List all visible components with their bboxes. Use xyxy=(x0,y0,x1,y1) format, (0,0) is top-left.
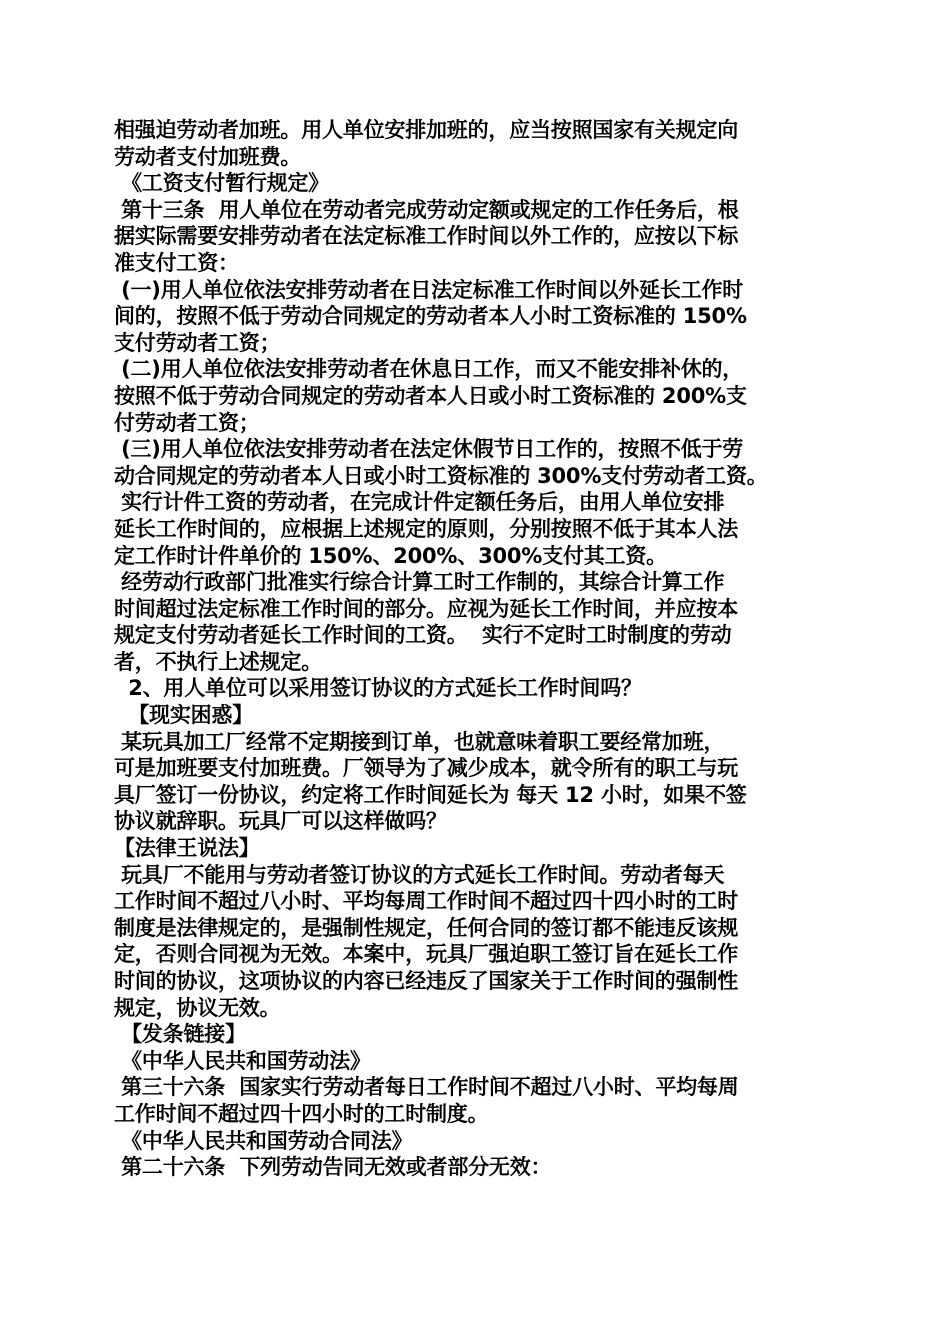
text-line: 第十三条 用人单位在劳动者完成劳动定额或规定的工作任务后，根 xyxy=(114,197,739,222)
text-line: 时间超过法定标准工作时间的部分。应视为延长工作时间，并应按本 xyxy=(114,596,738,621)
text-line: 定工作时计件单价的 150%、200%、300%支付其工资。 xyxy=(114,543,667,568)
text-line: 劳动者支付加班费。 xyxy=(114,144,302,169)
text-line: 《中华人民共和国劳动合同法》 xyxy=(114,1128,413,1153)
text-line: 据实际需要安排劳动者在法定标准工作时间以外工作的，应按以下标 xyxy=(114,224,738,249)
text-line: (三)用人单位依法安排劳动者在法定休假节日工作的，按照不低于劳 xyxy=(114,437,744,462)
text-line: 2、用人单位可以采用签订协议的方式延长工作时间吗？ xyxy=(114,676,642,701)
text-line: 可是加班要支付加班费。厂领导为了减少成本，就令所有的职工与玩 xyxy=(114,756,738,781)
text-line: 第三十六条 国家实行劳动者每日工作时间不超过八小时、平均每周 xyxy=(114,1075,739,1100)
text-line: 规定支付劳动者延长工作时间的工资。 实行不定时工时制度的劳动 xyxy=(114,623,732,648)
text-line: (一)用人单位依法安排劳动者在日法定标准工作时间以外延长工作时 xyxy=(114,277,744,302)
text-line: 规定，协议无效。 xyxy=(114,995,281,1020)
text-line: 时间的协议，这项协议的内容已经违反了国家关于工作时间的强制性 xyxy=(114,969,738,993)
text-line: 支付劳动者工资； xyxy=(114,330,281,355)
text-line: 协议就辞职。玩具厂可以这样做吗？ xyxy=(114,809,447,834)
text-line: 第二十六条 下列劳动告同无效或者部分无效： xyxy=(114,1155,552,1180)
text-line: 准支付工资： xyxy=(114,250,239,275)
text-line: 按照不低于劳动合同规定的劳动者本人日或小时工资标准的 200%支 xyxy=(114,383,747,408)
text-line: 制度是法律规定的，是强制性规定，任何合同的签订都不能违反该规 xyxy=(114,915,738,940)
text-line: 工作时间不超过四十四小时的工时制度。 xyxy=(114,1101,489,1126)
text-line: 实行计件工资的劳动者，在完成计件定额任务后，由用人单位安排 xyxy=(114,490,725,515)
text-line: 间的，按照不低于劳动合同规定的劳动者本人小时工资标准的 150% xyxy=(114,304,747,329)
text-line: 相强迫劳动者加班。用人单位安排加班的，应当按照国家有关规定向 xyxy=(114,118,738,142)
text-line: 【发条链接】 xyxy=(114,1022,246,1047)
text-line: 工作时间不超过八小时、平均每周工作时间不超过四十四小时的工时 xyxy=(114,889,738,914)
text-line: 定，否则合同视为无效。本案中，玩具厂强迫职工签订旨在延长工作 xyxy=(114,942,738,967)
text-line: 者，不执行上述规定。 xyxy=(114,649,322,674)
text-line: 《中华人民共和国劳动法》 xyxy=(114,1048,371,1073)
text-line: 延长工作时间的，应根据上述规定的原则，分别按照不低于其本人法 xyxy=(114,516,738,541)
text-line: 经劳动行政部门批准实行综合计算工时工作制的，其综合计算工作 xyxy=(114,570,725,595)
text-line: 【法律王说法】 xyxy=(114,836,260,861)
text-line: 玩具厂不能用与劳动者签订协议的方式延长工作时间。劳动者每天 xyxy=(114,862,725,887)
text-line: 【现实困惑】 xyxy=(114,703,254,728)
text-line: 付劳动者工资； xyxy=(114,410,260,435)
text-line: 某玩具加工厂经常不定期接到订单，也就意味着职工要经常加班， xyxy=(114,729,725,754)
text-line: (二)用人单位依法安排劳动者在休息日工作，而又不能安排补休的， xyxy=(114,357,744,382)
text-line: 动合同规定的劳动者本人日或小时工资标准的 300%支付劳动者工资。 xyxy=(114,463,768,488)
document-body xyxy=(114,117,844,1181)
text-line: 具厂签订一份协议，约定将工作时间延长为 每天 12 小时，如果不签 xyxy=(114,782,747,807)
text-line: 《工资支付暂行规定》 xyxy=(114,171,330,196)
